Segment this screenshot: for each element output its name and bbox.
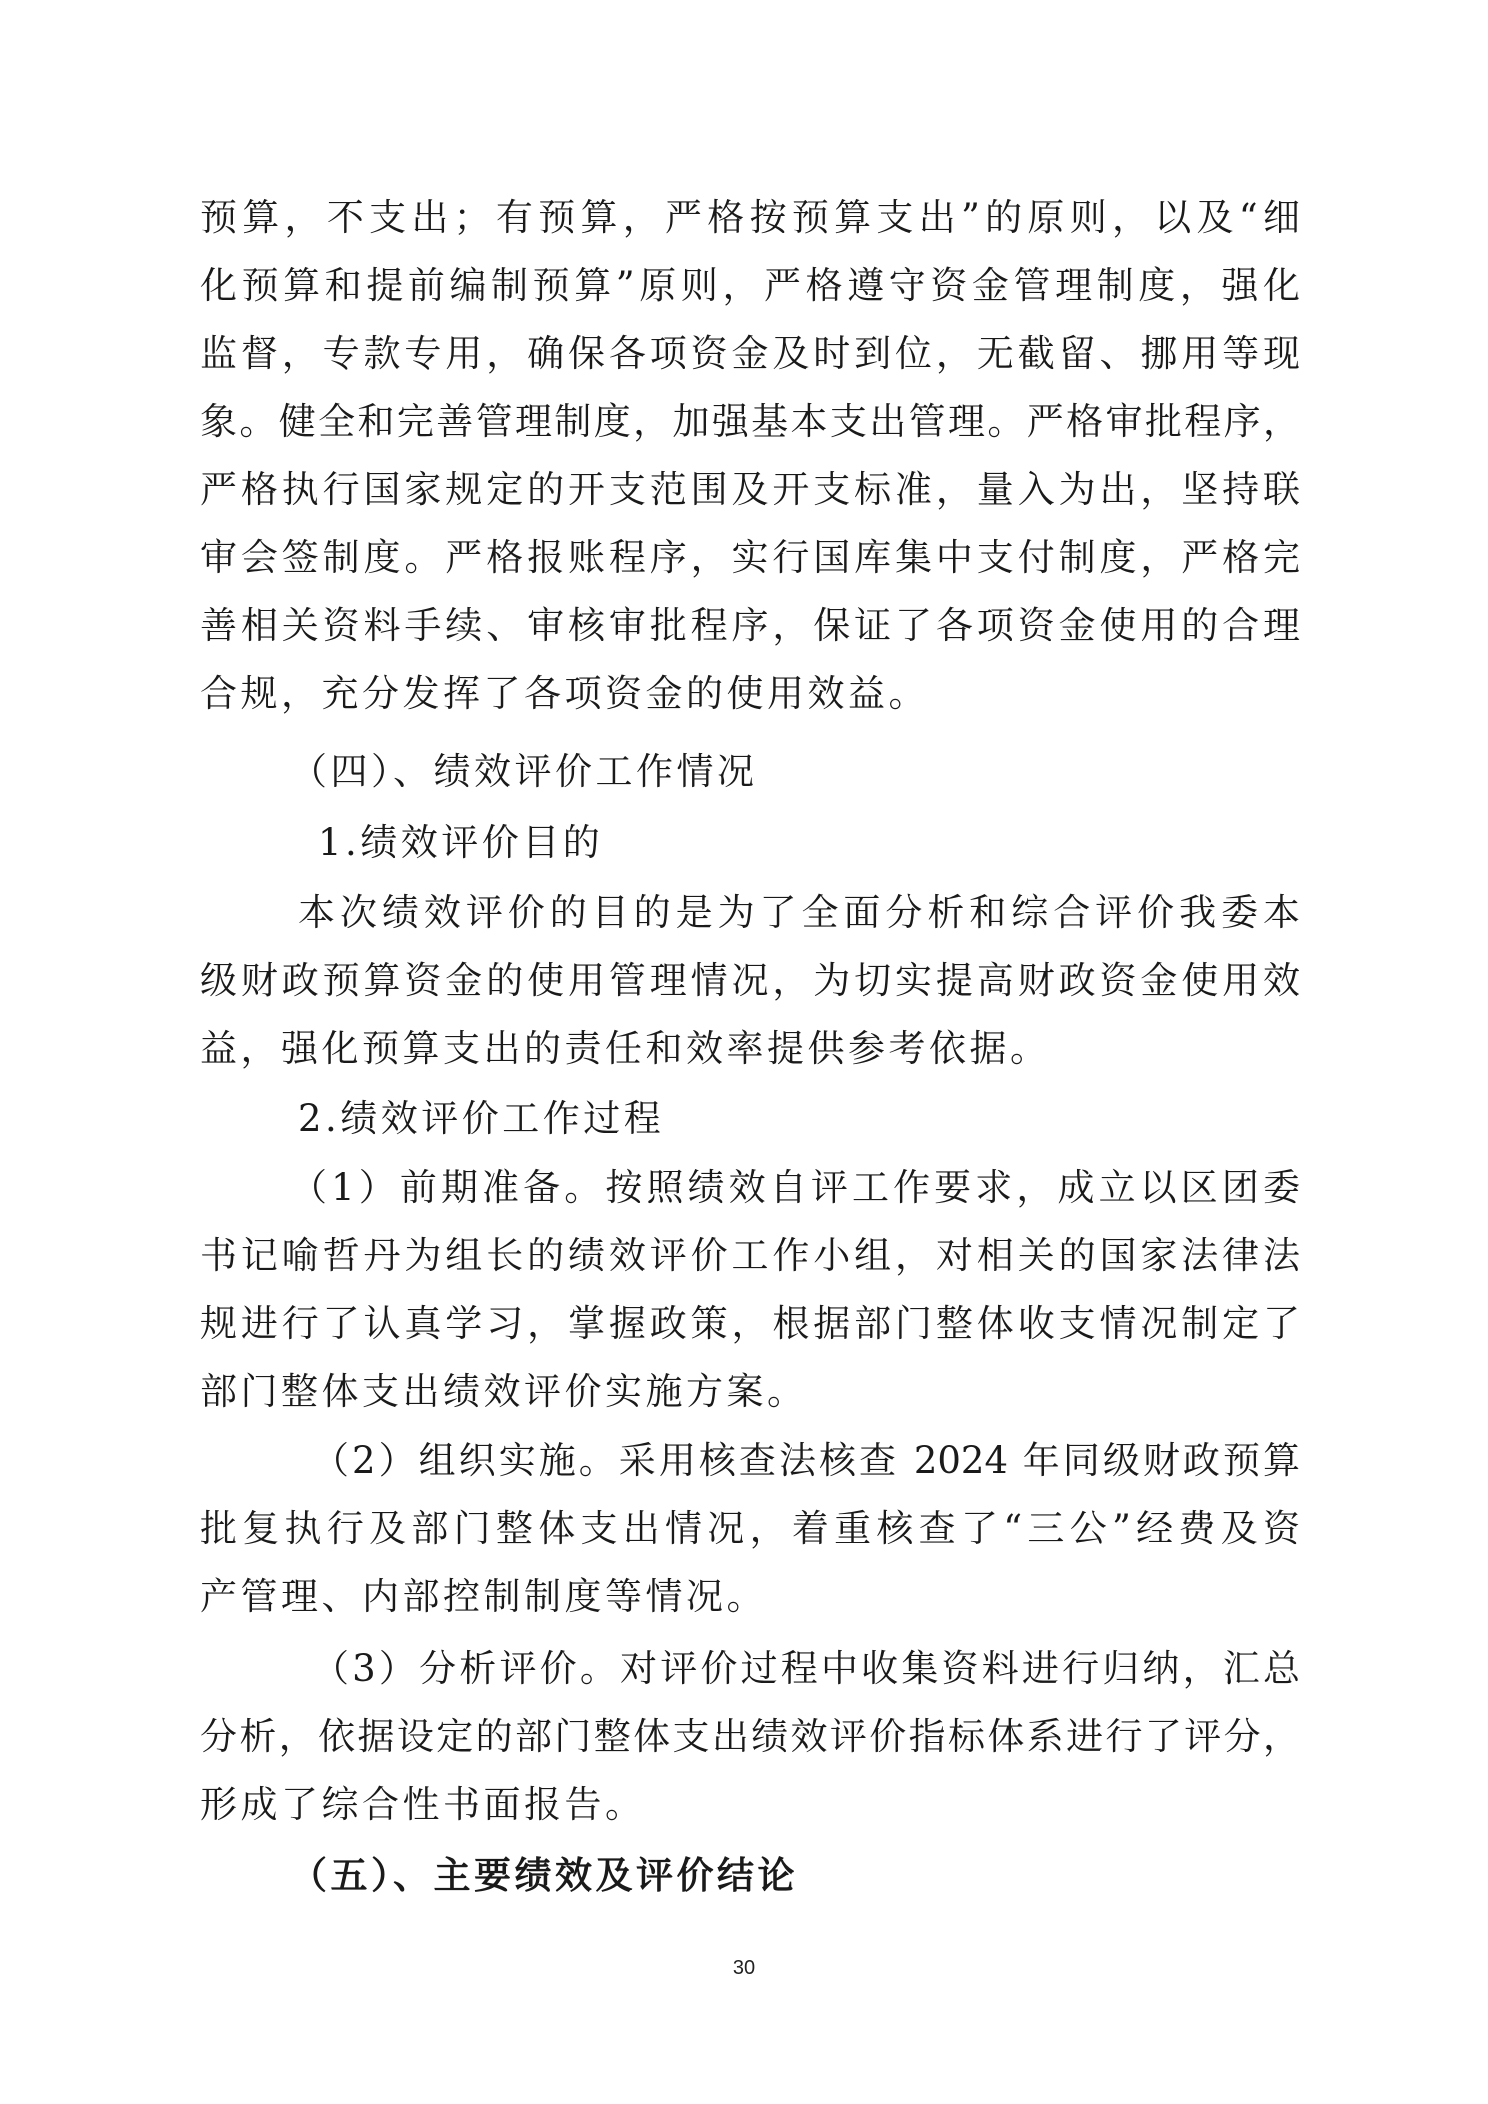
paragraph-line: 益，强化预算支出的责任和效率提供参考依据。 bbox=[200, 1027, 1051, 1070]
paragraph-line: 本次绩效评价的目的是为了全面分析和综合评价我委本 bbox=[298, 891, 1300, 934]
subsection-heading-2: 2.绩效评价工作过程 bbox=[298, 1097, 665, 1140]
paragraph-line: 分析，依据设定的部门整体支出绩效评价指标体系进行了评分， bbox=[200, 1715, 1300, 1758]
paragraph-line: 书记喻哲丹为组长的绩效评价工作小组，对相关的国家法律法 bbox=[200, 1234, 1300, 1277]
paragraph-line: 部门整体支出绩效评价实施方案。 bbox=[200, 1370, 808, 1413]
paragraph-line: 合规，充分发挥了各项资金的使用效益。 bbox=[200, 672, 929, 715]
paragraph-line: 善相关资料手续、审核审批程序，保证了各项资金使用的合理 bbox=[200, 604, 1300, 647]
subsection-heading-1: 1.绩效评价目的 bbox=[318, 821, 604, 864]
paragraph-line: 严格执行国家规定的开支范围及开支标准，量入为出，坚持联 bbox=[200, 468, 1300, 511]
paragraph-line: （2）组织实施。采用核查法核查 2024 年同级财政预算 bbox=[312, 1439, 1300, 1482]
paragraph-line: 级财政预算资金的使用管理情况，为切实提高财政资金使用效 bbox=[200, 959, 1300, 1002]
paragraph-line: 监督，专款专用，确保各项资金及时到位，无截留、挪用等现 bbox=[200, 332, 1300, 375]
paragraph-line: 审会签制度。严格报账程序，实行国库集中支付制度，严格完 bbox=[200, 536, 1300, 579]
paragraph-line: 规进行了认真学习，掌握政策，根据部门整体收支情况制定了 bbox=[200, 1302, 1300, 1345]
page-number: 30 bbox=[732, 1957, 756, 1979]
paragraph-line: 形成了综合性书面报告。 bbox=[200, 1783, 646, 1826]
section-heading-5: （五）、主要绩效及评价结论 bbox=[290, 1853, 798, 1897]
paragraph-line: 象。健全和完善管理制度，加强基本支出管理。严格审批程序， bbox=[200, 400, 1300, 443]
section-heading-4: （四）、绩效评价工作情况 bbox=[290, 750, 758, 793]
paragraph-line: 化预算和提前编制预算”原则，严格遵守资金管理制度，强化 bbox=[200, 264, 1300, 307]
paragraph-line: 产管理、内部控制制度等情况。 bbox=[200, 1575, 767, 1618]
paragraph-line: （1）前期准备。按照绩效自评工作要求，成立以区团委 bbox=[290, 1166, 1300, 1209]
paragraph-line: （3）分析评价。对评价过程中收集资料进行归纳，汇总 bbox=[312, 1647, 1300, 1690]
paragraph-line: 批复执行及部门整体支出情况，着重核查了“三公”经费及资 bbox=[200, 1507, 1300, 1550]
paragraph-line: 预算，不支出；有预算，严格按预算支出”的原则，以及“细 bbox=[200, 196, 1300, 239]
